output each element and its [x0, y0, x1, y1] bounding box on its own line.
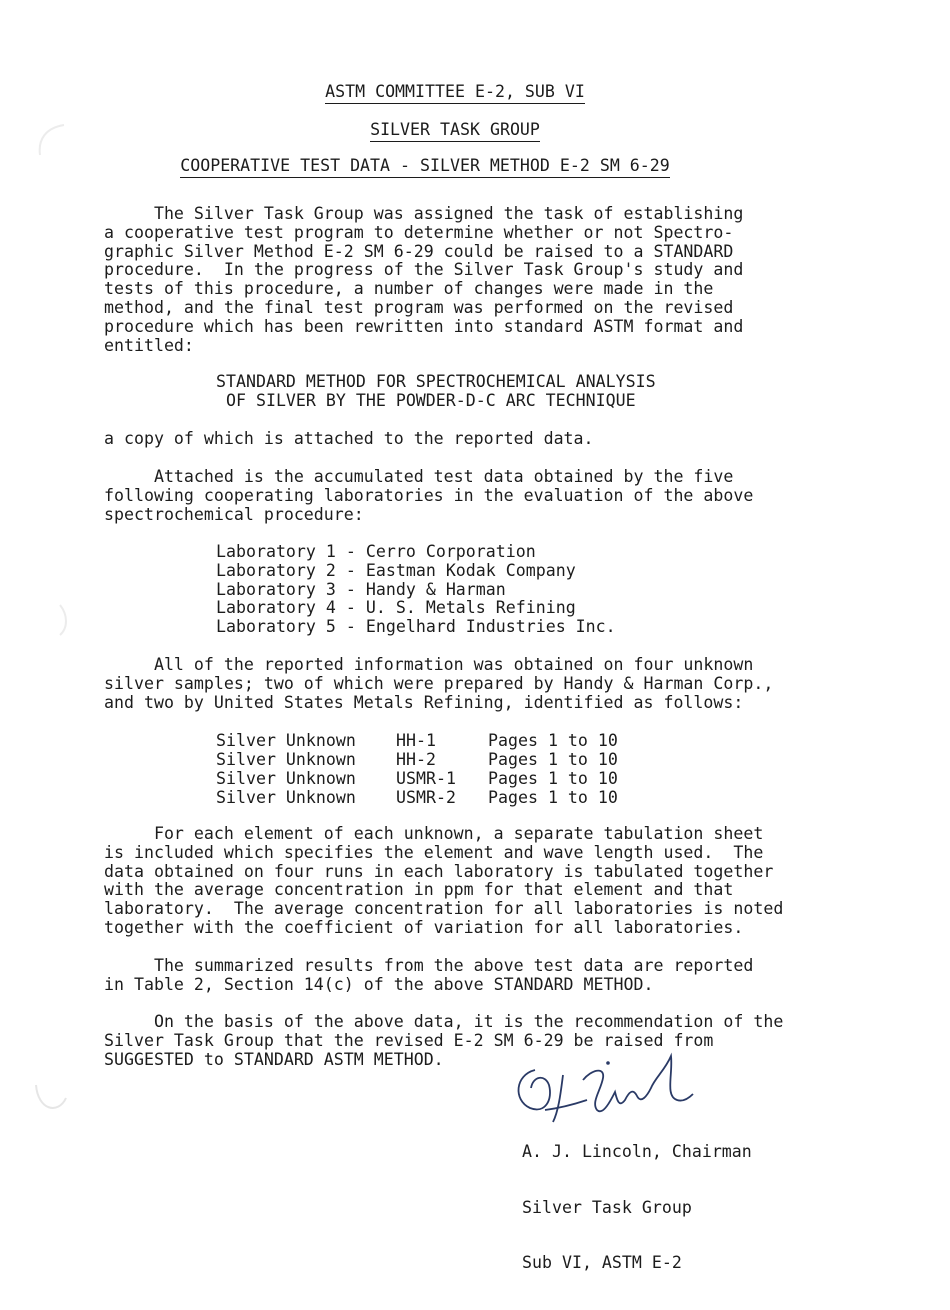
laboratory-separator: - [345, 598, 356, 618]
subject-heading: COOPERATIVE TEST DATA - SILVER METHOD E-2 SM 6-29 [0, 156, 900, 178]
copy-note: a copy of which is attached to the reported data. [104, 429, 594, 448]
laboratory-name: U. S. Metals Refining [365, 598, 576, 618]
laboratory-row [216, 581, 616, 600]
laboratory-label: Laboratory 1 [216, 542, 336, 561]
laboratory-name: Cerro Corporation [365, 542, 536, 561]
unknown-label: Silver Unknown [216, 769, 356, 788]
signature-block [522, 1106, 752, 1310]
intro-paragraph: The Silver Task Group was assigned the task of establishing a cooperative test program to determine whether or not Spectro- graphic Silver Method E-2 SM 6-29 could be raised to a STANDARD procedure. In the progress of the Silver Task Group's study and tests of this procedure, a number of changes were made in the method, and the final test program was performed on the revised procedure which has been rewritten into standard ASTM format and entitled: [104, 204, 744, 355]
laboratory-separator: - [345, 560, 356, 580]
hole-punch-mark [30, 120, 70, 170]
samples-intro-paragraph: All of the reported information was obtained on four unknown silver samples; two of which were prepared by Handy & Harman Corp., and two by United States Metals Refining, identified as follows: [104, 655, 774, 712]
method-title: STANDARD METHOD FOR SPECTROCHEMICAL ANALYSIS OF SILVER BY THE POWDER-D-C ARC TECHNIQUE [216, 372, 656, 410]
unknown-row [216, 769, 618, 788]
unknown-row [216, 750, 618, 769]
laboratory-label: Laboratory 3 [216, 579, 336, 599]
laboratory-name: Eastman Kodak Company [365, 560, 576, 580]
laboratory-label: Laboratory 4 [216, 598, 336, 618]
recommendation-paragraph: On the basis of the above data, it is the recommendation of the Silver Task Group that the revised E-2 SM 6-29 be raised from SUGGESTED to STANDARD ASTM METHOD. [104, 1012, 784, 1069]
laboratory-row [216, 543, 616, 562]
unknown-row [216, 731, 618, 750]
unknown-code: HH-1 [396, 731, 436, 750]
unknown-row [216, 788, 618, 807]
laboratory-separator: - [345, 542, 356, 561]
labs-intro-paragraph: Attached is the accumulated test data obtained by the five following cooperating laboratories in the evaluation of the above spectrochemical procedure: [104, 467, 754, 524]
unknown-code: USMR-2 [396, 788, 456, 807]
laboratory-row [216, 562, 616, 581]
tabulation-paragraph: For each element of each unknown, a separate tabulation sheet is included which specifies the element and wave length used. The data obtained on four runs in each laboratory is tabulated together with the average concentration in ppm for that element and that laboratory. The average concentration for all laboratories is noted together with the coefficient of variation for all laboratories. [104, 824, 784, 937]
laboratory-row [216, 618, 616, 637]
hole-punch-mark [28, 1080, 73, 1120]
unknown-label: Silver Unknown [216, 750, 356, 769]
laboratory-separator: - [345, 579, 356, 599]
unknown-pages: Pages 1 to 10 [488, 750, 618, 769]
laboratory-label: Laboratory 5 [216, 617, 336, 637]
committee-heading: ASTM COMMITTEE E-2, SUB VI [0, 82, 930, 104]
laboratory-name: Handy & Harman [365, 579, 506, 599]
signatory-name: A. J. Lincoln, Chairman [522, 1142, 752, 1161]
unknown-pages: Pages 1 to 10 [488, 731, 618, 750]
unknown-code: USMR-1 [396, 769, 456, 788]
hole-punch-mark [30, 600, 70, 640]
laboratory-list [216, 543, 616, 637]
unknowns-list [216, 731, 618, 807]
unknown-code: HH-2 [396, 750, 436, 769]
laboratory-name: Engelhard Industries Inc. [365, 617, 616, 637]
task-group-heading: SILVER TASK GROUP [0, 120, 930, 142]
laboratory-row [216, 599, 616, 618]
signatory-group: Silver Task Group [522, 1197, 692, 1217]
summary-paragraph: The summarized results from the above test data are reported in Table 2, Section 14(c) of the above STANDARD METHOD. [104, 956, 754, 994]
unknown-label: Silver Unknown [216, 731, 356, 750]
laboratory-label: Laboratory 2 [216, 560, 336, 580]
unknown-pages: Pages 1 to 10 [488, 788, 618, 807]
unknown-pages: Pages 1 to 10 [488, 769, 618, 788]
unknown-label: Silver Unknown [216, 788, 356, 807]
signatory-organization: Sub VI, ASTM E-2 [522, 1253, 682, 1272]
laboratory-separator: - [345, 617, 356, 637]
